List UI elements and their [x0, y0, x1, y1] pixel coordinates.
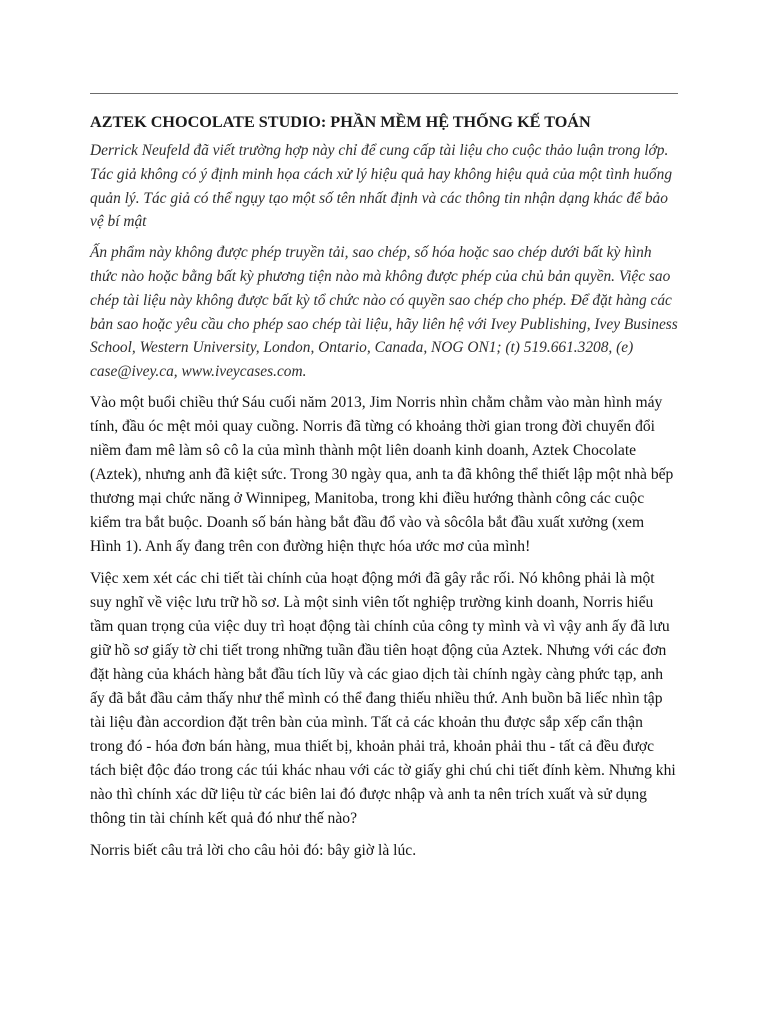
document-body [90, 110, 678, 871]
paragraph-finances: Việc xem xét các chi tiết tài chính của hoạt động mới đã gây rắc rối. Nó không phải là một suy nghĩ về việc lưu trữ hồ sơ. Là một sinh viên tốt nghiệp trường kinh doanh, Norris hiểu tầm quan trọng của việc duy trì hoạt động tài chính của công ty mình và vì vậy anh ấy đã lưu giữ hồ sơ giấy tờ chi tiết trong những tuần đầu tiên hoạt động của Aztek. Nhưng với các đơn đặt hàng của khách hàng bắt đầu tích lũy và các giao dịch tài chính ngày càng phức tạp, anh ấy đã bắt đầu cảm thấy như thể mình có thể đang thiếu nhiều thứ. Anh buồn bã liếc nhìn tập tài liệu đàn accordion đặt trên bàn của mình. Tất cả các khoản thu được sắp xếp cẩn thận trong đó - hóa đơn bán hàng, mua thiết bị, khoản phải trả, khoản phải thu - tất cả đều được tách biệt độc đáo trong các túi khác nhau với các tờ giấy ghi chú chi tiết đính kèm. Nhưng khi nào thì chính xác dữ liệu từ các biên lai đó được nhập và anh ta nên trích xuất và sử dụng thông tin tài chính kết quả đó như thế nào? [90, 569, 676, 827]
header-divider [90, 93, 678, 94]
document-title: AZTEK CHOCOLATE STUDIO: PHẦN MỀM HỆ THỐNG KẾ TOÁN [90, 113, 591, 131]
copyright-note: Ấn phẩm này không được phép truyền tải, sao chép, số hóa hoặc sao chép dưới bất kỳ hình thức nào hoặc bằng bất kỳ phương tiện nào mà không được phép của chủ bản quyền. Việc sao chép tài liệu này không được bất kỳ tổ chức nào có quyền sao chép cho phép. Để đặt hàng các bản sao hoặc yêu cầu cho phép sao chép tài liệu, hãy liên hệ với Ivey Publishing, Ivey Business School, Western University, London, Ontario, Canada, NOG ON1; (t) 519.661.3208, (e) case@ivey.ca, www.iveycases.com. [90, 244, 678, 381]
paragraph-closing: Norris biết câu trả lời cho câu hỏi đó: bây giờ là lúc. [90, 841, 417, 859]
author-note: Derrick Neufeld đã viết trường hợp này chỉ để cung cấp tài liệu cho cuộc thảo luận trong lớp. Tác giả không có ý định minh họa cách xử lý hiệu quả hay không hiệu quả của một tình huống quản lý. Tác giả có thể ngụy tạo một số tên nhất định và các thông tin nhận dạng khác để bảo vệ bí mật [90, 142, 673, 231]
paragraph-opening: Vào một buổi chiều thứ Sáu cuối năm 2013, Jim Norris nhìn chằm chằm vào màn hình máy tính, đầu óc mệt mỏi quay cuồng. Norris đã từng có khoảng thời gian trong đời chuyển đổi niềm đam mê làm sô cô la của mình thành một liên doanh kinh doanh, Aztek Chocolate (Aztek), nhưng anh đã kiệt sức. Trong 30 ngày qua, anh ta đã không thể thiết lập một nhà bếp thương mại chức năng ở Winnipeg, Manitoba, trong khi điều hướng thành công các cuộc kiểm tra bắt buộc. Doanh số bán hàng bắt đầu đổ vào và sôcôla bắt đầu xuất xưởng (xem Hình 1). Anh ấy đang trên con đường hiện thực hóa ước mơ của mình! [90, 393, 674, 555]
